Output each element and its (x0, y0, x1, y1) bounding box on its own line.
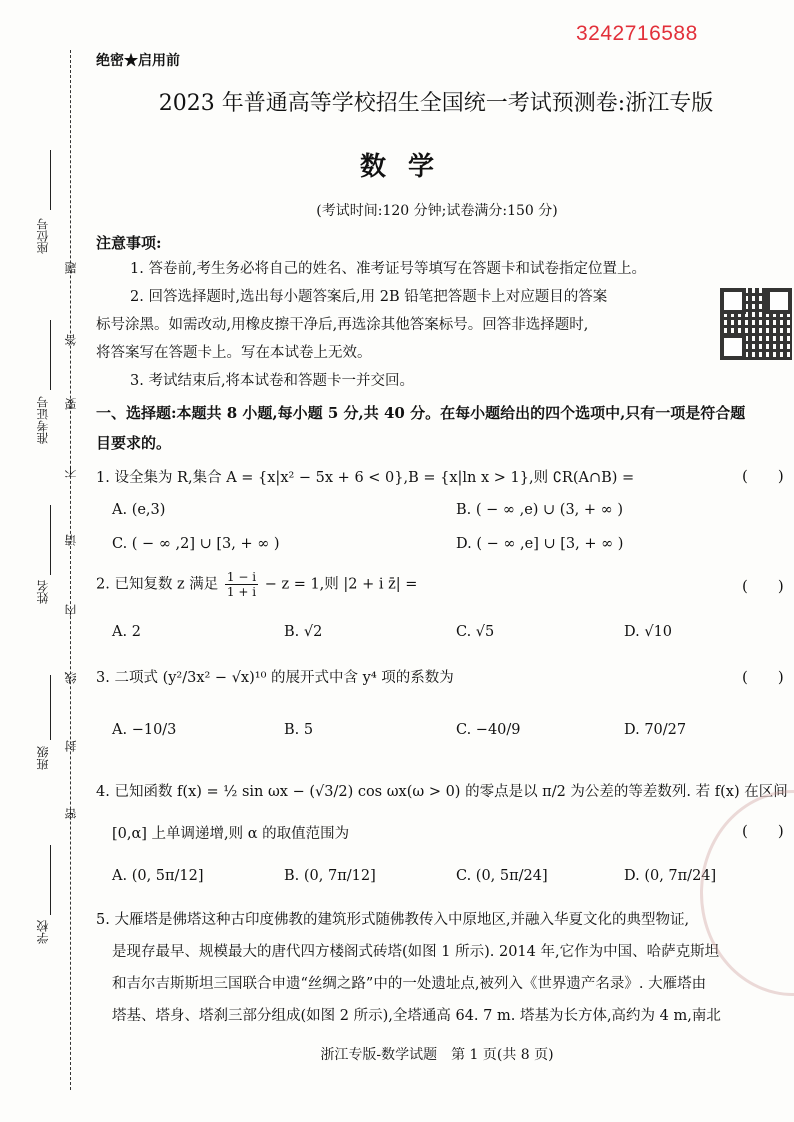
q2-fraction (225, 570, 258, 599)
q1-option-a: A. (e,3) (112, 502, 166, 518)
question-1-stem: 1. 设全集为 R,集合 A = {x|x² − 5x + 6 < 0},B = {x|ln x > 1},则 ∁R(A∩B) = (96, 470, 635, 486)
class-label: 班级 (36, 746, 50, 770)
exam-no-blank (50, 320, 51, 390)
name-label: 姓名 (36, 580, 50, 604)
answer-paren: ( ) (742, 577, 784, 595)
school-blank (50, 845, 51, 915)
q3-option-b: B. 5 (284, 722, 314, 738)
seal-char: 内 (64, 604, 78, 616)
qr-code (720, 288, 792, 360)
section-line: 一、选择题:本题共 8 小题,每小题 5 分,共 40 分。在每小题给出的四个选项中,只有一项是符合题 (96, 404, 746, 422)
q3-expr: (y²/3x² − √x)¹⁰ (162, 670, 267, 686)
seal-char: 题 (64, 262, 78, 274)
seal-char: 不 (64, 466, 78, 478)
exam-no-label: 准考证号 (36, 396, 50, 444)
q1-option-b: B. ( − ∞ ,e) ∪ (3, + ∞ ) (456, 502, 624, 518)
note-item: 将答案写在答题卡上。写在本试卷上无效。 (96, 345, 372, 361)
note-item: 1. 答卷前,考生务必将自己的姓名、准考证号等填写在答题卡和试卷指定位置上。 (130, 261, 647, 277)
class-blank (50, 675, 51, 740)
seal-char: 要 (64, 398, 78, 410)
question-5-line: 和吉尔吉斯斯坦三国联合申遗“丝绸之路”中的一处遗址点,被列入《世界遗产名录》. 大雁塔由 (112, 976, 707, 992)
answer-paren: ( ) (742, 822, 784, 840)
q4-option-b: B. (0, 7π/12] (284, 868, 376, 884)
q2-post: − z = 1,则 |2 + i z̄| = (264, 576, 418, 593)
q3-post: 的展开式中含 y⁴ 项的系数为 (271, 670, 454, 686)
seal-char: 请 (64, 534, 78, 546)
seal-char: 线 (64, 672, 78, 684)
seal-char: 答 (64, 334, 78, 346)
page-footer: 浙江专版-数学试题 第 1 页(共 8 页) (320, 1047, 554, 1063)
seal-char: 封 (64, 740, 78, 752)
subject-title: 数学 (359, 152, 456, 182)
name-blank (50, 505, 51, 575)
answer-paren: ( ) (742, 467, 784, 485)
stamp-watermark (700, 790, 794, 996)
q4-option-c: C. (0, 5π/24] (456, 868, 548, 884)
q3-option-c: C. −40/9 (456, 722, 521, 738)
confidential-mark: 绝密★启用前 (96, 53, 180, 69)
note-item: 3. 考试结束后,将本试卷和答题卡一并交回。 (130, 373, 415, 389)
q2-option-a: A. 2 (112, 624, 141, 640)
seal-char: 密 (64, 808, 78, 820)
exam-title: 2023 年普通高等学校招生全国统一考试预测卷:浙江专版 (158, 91, 714, 116)
q1-option-d: D. ( − ∞ ,e] ∪ [3, + ∞ ) (456, 536, 624, 552)
q3-option-a: A. −10/3 (112, 722, 177, 738)
q2-option-d: D. √10 (624, 624, 673, 640)
note-item: 标号涂黑。如需改动,用橡皮擦干净后,再选涂其他答案标号。回答非选择题时, (96, 317, 589, 333)
q2-frac-den: 1 + i (226, 585, 257, 599)
q2-option-c: C. √5 (456, 624, 495, 640)
notes-heading: 注意事项: (96, 234, 162, 252)
answer-paren: ( ) (742, 668, 784, 686)
section-line: 目要求的。 (96, 434, 172, 452)
watermark-id: 3242716588 (576, 22, 698, 45)
question-5-line: 5. 大雁塔是佛塔这种古印度佛教的建筑形式随佛教传入中原地区,并融入华夏文化的典型物证, (96, 912, 690, 928)
exam-info: (考试时间:120 分钟;试卷满分:150 分) (316, 203, 558, 219)
question-4-line1: 4. 已知函数 f(x) = ½ sin ωx − (√3/2) cos ωx(ω > 0) 的零点是以 π/2 为公差的等差数列. 若 f(x) 在区间 (96, 784, 788, 800)
q1-option-c: C. ( − ∞ ,2] ∪ [3, + ∞ ) (112, 536, 280, 552)
q2-frac-num: 1 − i (226, 570, 257, 584)
section-heading (96, 398, 794, 458)
school-label: 学校 (36, 920, 50, 944)
question-3-stem (96, 666, 454, 687)
note-item: 2. 回答选择题时,选出每小题答案后,用 2B 铅笔把答题卡上对应题目的答案 (130, 289, 608, 305)
q4-option-a: A. (0, 5π/12] (112, 868, 204, 884)
q3-pre: 3. 二项式 (96, 670, 158, 686)
question-4-line2: [0,α] 上单调递增,则 α 的取值范围为 (112, 826, 350, 842)
question-5-line: 塔基、塔身、塔刹三部分组成(如图 2 所示),全塔通高 64. 7 m. 塔基为长方体,高约为 4 m,南北 (112, 1008, 721, 1024)
q4-option-d: D. (0, 7π/24] (624, 868, 717, 884)
question-2-stem (96, 570, 417, 599)
q2-option-b: B. √2 (284, 624, 323, 640)
seat-label: 座位号 (36, 218, 50, 254)
q3-option-d: D. 70/27 (624, 722, 687, 738)
question-5-line: 是现存最早、规模最大的唐代四方楼阁式砖塔(如图 1 所示). 2014 年,它作为中国、哈萨克斯坦 (112, 944, 720, 960)
q2-pre: 2. 已知复数 z 满足 (96, 576, 219, 593)
